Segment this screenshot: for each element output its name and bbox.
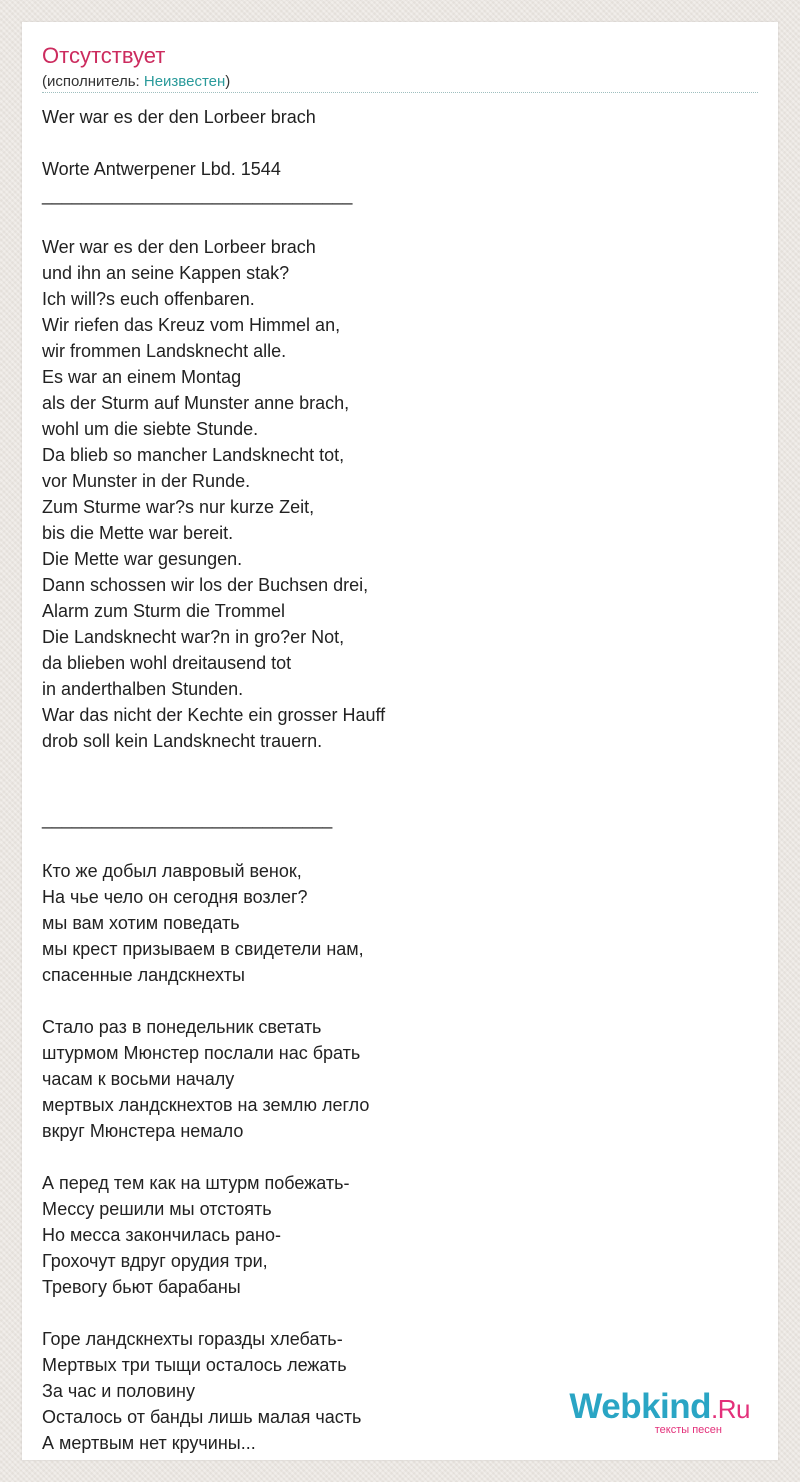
lyric-line <box>42 1300 742 1326</box>
lyric-line: На чье чело он сегодня возлег? <box>42 887 308 907</box>
lyric-line: Стало раз в понедельник светать <box>42 1017 322 1037</box>
lyric-line: За час и половину <box>42 1381 195 1401</box>
lyric-line <box>42 832 742 858</box>
lyrics-text <box>42 104 742 1456</box>
logo-tld: .Ru <box>711 1394 750 1424</box>
artist-link[interactable]: Неизвестен <box>143 73 226 90</box>
lyric-line <box>42 130 742 156</box>
lyric-line: Тревогу бьют барабаны <box>42 1277 241 1297</box>
lyric-line: in anderthalben Stunden. <box>42 679 244 699</box>
lyric-line: Кто же добыл лавровый венок, <box>42 861 302 881</box>
lyric-line: als der Sturm auf Munster anne brach, <box>42 393 350 413</box>
artist-suffix: ) <box>225 73 231 90</box>
lyric-line <box>42 754 742 780</box>
lyric-line: War das nicht der Kechte ein grosser Hauff <box>42 705 386 725</box>
lyric-line: мы вам хотим поведать <box>42 913 240 933</box>
lyric-line: штурмом Мюнстер послали нас брать <box>42 1043 361 1063</box>
artist-line <box>42 72 230 92</box>
lyric-line: vor Munster in der Runde. <box>42 471 251 491</box>
lyric-line: А мертвым нет кручины... <box>42 1433 256 1453</box>
lyric-line: _______________________________ <box>42 185 353 205</box>
lyric-line: мертвых ландскнехтов на землю легло <box>42 1095 370 1115</box>
site-logo <box>560 1388 750 1436</box>
lyric-line: вкруг Мюнстера немало <box>42 1121 244 1141</box>
lyric-line: Мертвых три тыщи осталось лежать <box>42 1355 347 1375</box>
lyric-line <box>42 780 742 806</box>
lyric-line: drob soll kein Landsknecht trauern. <box>42 731 323 751</box>
lyric-line: мы крест призываем в свидетели нам, <box>42 939 364 959</box>
lyric-line: Dann schossen wir los der Buchsen drei, <box>42 575 369 595</box>
logo-subtitle: тексты песен <box>654 1424 722 1436</box>
lyric-line: bis die Mette war bereit. <box>42 523 234 543</box>
logo-word: Webkind <box>569 1387 712 1426</box>
song-title: Отсутствует <box>42 43 166 68</box>
lyric-line <box>42 988 742 1014</box>
lyric-line: Грохочут вдруг орудия три, <box>42 1251 268 1271</box>
lyric-line: Alarm zum Sturm die Trommel <box>42 601 286 621</box>
lyric-line: da blieben wohl dreitausend tot <box>42 653 292 673</box>
lyric-line: Es war an einem Montag <box>42 367 242 387</box>
lyric-line: часам к восьми началу <box>42 1069 235 1089</box>
lyric-line: Но месса закончилась рано- <box>42 1225 281 1245</box>
lyric-line: Осталось от банды лишь малая часть <box>42 1407 362 1427</box>
lyric-line: Wer war es der den Lorbeer brach <box>42 107 316 127</box>
lyric-line: Die Mette war gesungen. <box>42 549 243 569</box>
header-divider <box>42 92 758 93</box>
artist-prefix: (исполнитель: <box>42 73 144 90</box>
lyric-line: Worte Antwerpener Lbd. 1544 <box>42 159 281 179</box>
lyric-line <box>42 208 742 234</box>
lyric-line: Мессу решили мы отстоять <box>42 1199 272 1219</box>
lyric-line: _____________________________ <box>42 809 333 829</box>
lyric-line: Горе ландскнехты горазды хлебать- <box>42 1329 343 1349</box>
logo-wordmark <box>569 1388 750 1428</box>
lyric-line: Wer war es der den Lorbeer brach <box>42 237 316 257</box>
lyric-line: Die Landsknecht war?n in gro?er Not, <box>42 627 345 647</box>
lyrics-card <box>22 22 778 1460</box>
lyric-line: А перед тем как на штурм побежать- <box>42 1173 350 1193</box>
lyric-line: wir frommen Landsknecht alle. <box>42 341 287 361</box>
lyric-line: Wir riefen das Kreuz vom Himmel an, <box>42 315 341 335</box>
lyric-line <box>42 1144 742 1170</box>
lyric-line: wohl um die siebte Stunde. <box>42 419 259 439</box>
lyric-line: Zum Sturme war?s nur kurze Zeit, <box>42 497 315 517</box>
lyric-line: спасенные ландскнехты <box>42 965 245 985</box>
lyric-line: Ich will?s euch offenbaren. <box>42 289 255 309</box>
lyric-line: und ihn an seine Kappen stak? <box>42 263 290 283</box>
lyric-line: Da blieb so mancher Landsknecht tot, <box>42 445 345 465</box>
